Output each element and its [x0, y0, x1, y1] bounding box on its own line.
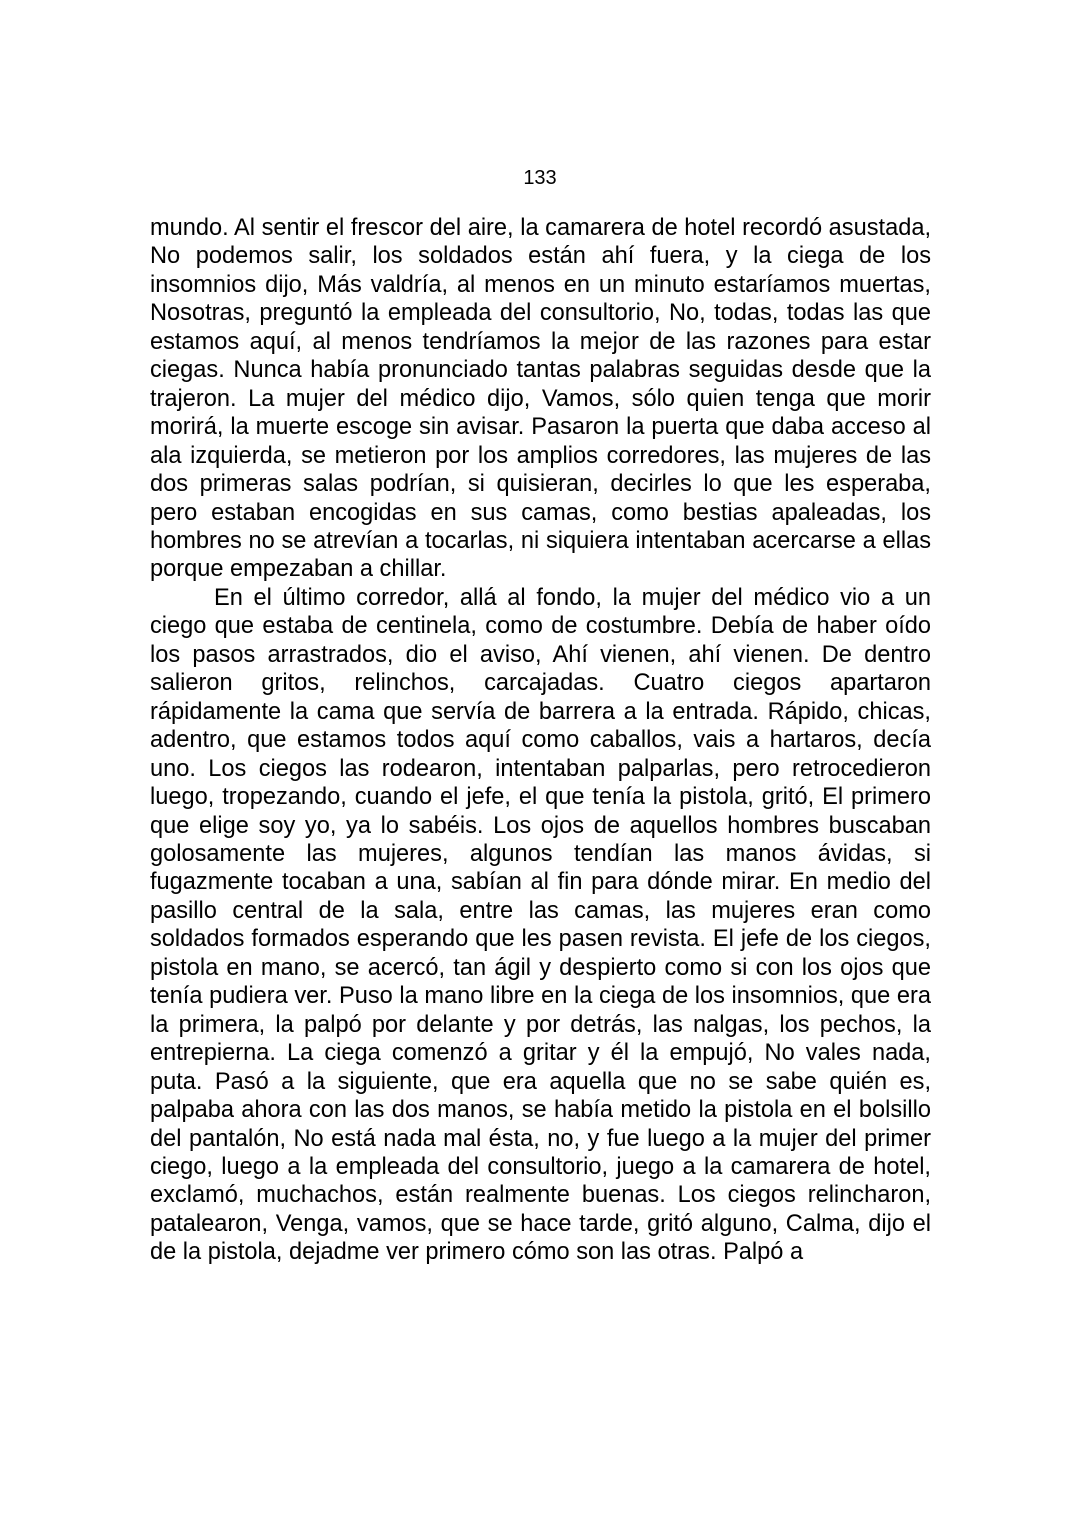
paragraph-1: mundo. Al sentir el frescor del aire, la camarera de hotel recordó asustada, No podemos salir, los soldados están ahí fuera, y la ciega de los insomnios dijo, Más valdría, al menos en un minuto estaríamos muertas, Nosotras, preguntó la empleada del consultorio, No, todas, todas las que estamos aquí, al menos tendríamos la mejor de las razones para estar ciegas. Nunca había pronunciado tantas palabras seguidas desde que la trajeron. La mujer del médico dijo, Vamos, sólo quien tenga que morir morirá, la muerte escoge sin avisar. Pasaron la puerta que daba acceso al ala izquierda, se metieron por los amplios corredores, las mujeres de las dos primeras salas podrían, si quisieran, decirles lo que les esperaba, pero estaban encogidas en sus camas, como bestias apaleadas, los hombres no se atrevían a tocarlas, ni siquiera intentaban acercarse a ellas porque empezaban a chillar. — [150, 215, 931, 583]
paragraph-2: En el último corredor, allá al fondo, la mujer del médico vio a un ciego que estaba de centinela, como de costumbre. Debía de haber oído los pasos arrastrados, dio el aviso, Ahí vienen, ahí vienen. De dentro salieron gritos, relinchos, carcajadas. Cuatro ciegos apartaron rápidamente la cama que servía de barrera a la entrada. Rápido, chicas, adentro, que estamos todos aquí como caballos, vais a hartaros, decía uno. Los ciegos las rodearon, intentaban palparlas, pero retrocedieron luego, tropezando, cuando el jefe, el que tenía la pistola, gritó, El primero que elige soy yo, ya lo sabéis. Los ojos de aquellos hombres buscaban golosamente las mujeres, algunos tendían las manos ávidas, si fugazmente tocaban a una, sabían al fin para dónde mirar. En medio del pasillo central de la sala, entre las camas, las mujeres eran como soldados formados esperando que les pasen revista. El jefe de los ciegos, pistola en mano, se acercó, tan ágil y despierto como si con los ojos que tenía pudiera ver. Puso la mano libre en la ciega de los insomnios, que era la primera, la palpó por delante y por detrás, las nalgas, los pechos, la entrepierna. La ciega comenzó a gritar y él la empujó, No vales nada, puta. Pasó a la siguiente, que era aquella que no se sabe quién es, palpaba ahora con las dos manos, se había metido la pistola en el bolsillo del pantalón, No está nada mal ésta, no, y fue luego a la mujer del primer ciego, luego a la empleada del consultorio, juego a la camarera de hotel, exclamó, muchachos, están realmente buenas. Los ciegos relincharon, patalearon, Venga, vamos, que se hace tarde, gritó alguno, Calma, dijo el de la pistola, dejadme ver primero cómo son las otras. Palpó a — [150, 584, 931, 1266]
page-number: 133 — [523, 167, 557, 189]
body-text — [150, 214, 931, 1267]
